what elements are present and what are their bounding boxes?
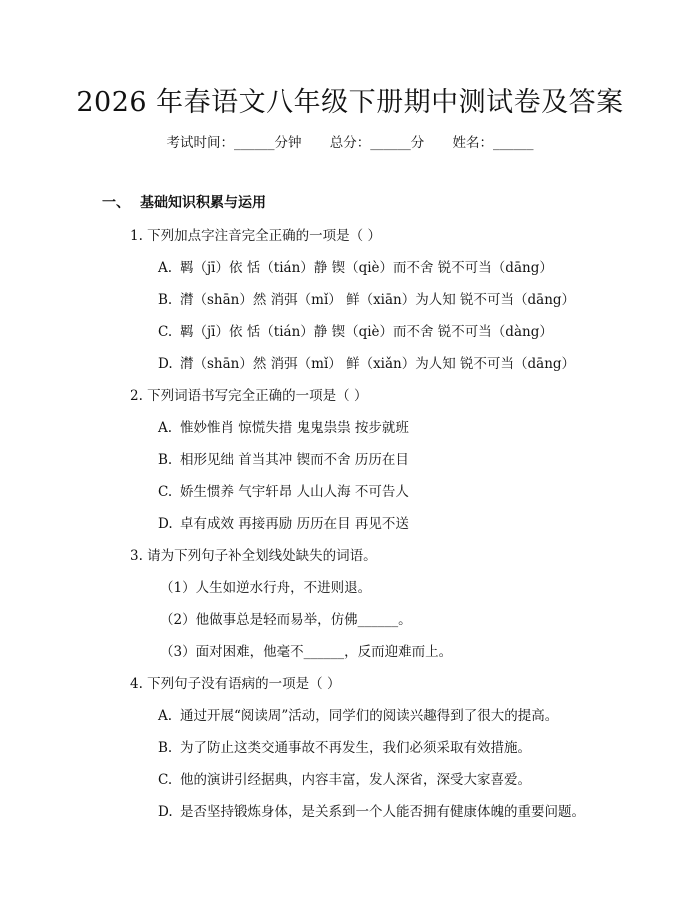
option-text: 羁（jī）依 恬（tián）静 锲（qiè）而不舍 锐不可当（dāng） — [180, 260, 553, 276]
question-3-item-1: （1）人生如逆水行舟，不进则退。 — [160, 580, 372, 596]
option-text: 潸（shān）然 消弭（mǐ） 鲜（xiǎn）为人知 锐不可当（dāng） — [180, 356, 576, 372]
option-text: 相形见绌 首当其冲 锲而不舍 历历在目 — [180, 452, 409, 468]
option-label: B. — [158, 292, 173, 308]
section-number: 一、 — [102, 195, 130, 211]
option-label: A. — [158, 260, 173, 276]
option-text: 卓有成效 再接再励 历历在目 再见不送 — [180, 516, 409, 532]
option-label: B. — [158, 452, 173, 468]
option-text: 潸（shān）然 消弭（mǐ） 鲜（xiān）为人知 锐不可当（dāng） — [180, 292, 576, 308]
question-1-option-d — [158, 352, 575, 372]
question-2-stem: 2. 下列词语书写完全正确的一项是（ ） — [130, 388, 368, 404]
option-text: 惟妙惟肖 惊慌失措 鬼鬼祟祟 按步就班 — [180, 420, 409, 436]
section-heading — [102, 192, 266, 212]
exam-info-line — [0, 131, 700, 151]
question-4-option-d — [158, 800, 585, 820]
section-title: 基础知识积累与运用 — [140, 195, 266, 211]
option-label: C. — [158, 772, 173, 788]
option-label: D. — [158, 804, 173, 820]
option-label: A. — [158, 708, 173, 724]
question-1-stem: 1. 下列加点字注音完全正确的一项是（ ） — [130, 228, 381, 244]
question-3-stem: 3. 请为下列句子补全划线处缺失的词语。 — [130, 548, 377, 564]
question-3-item-2: （2）他做事总是轻而易举，仿佛______。 — [160, 612, 412, 628]
option-text: 是否坚持锻炼身体，是关系到一个人能否拥有健康体魄的重要问题。 — [180, 804, 585, 820]
option-text: 羁（jī）依 恬（tián）静 锲（qiè）而不舍 锐不可当（dàng） — [180, 324, 553, 340]
name-field: 姓名：______ — [452, 135, 534, 151]
exam-time-field: 考试时间：______分钟 — [166, 135, 302, 151]
option-label: A. — [158, 420, 173, 436]
page-title: 2026 年春语文八年级下册期中测试卷及答案 — [76, 87, 624, 118]
question-4-option-b — [158, 736, 531, 756]
question-2-option-a — [158, 416, 409, 436]
option-text: 通过开展“阅读周”活动，同学们的阅读兴趣得到了很大的提高。 — [180, 708, 559, 724]
option-label: C. — [158, 324, 173, 340]
question-4-option-a — [158, 704, 558, 724]
question-1-option-b — [158, 288, 575, 308]
question-1-option-c — [158, 320, 553, 340]
option-label: B. — [158, 740, 173, 756]
total-score-field: 总分：______分 — [329, 135, 425, 151]
option-text: 为了防止这类交通事故不再发生，我们必须采取有效措施。 — [180, 740, 531, 756]
option-label: C. — [158, 484, 173, 500]
question-4-stem: 4. 下列句子没有语病的一项是（ ） — [130, 676, 341, 692]
option-label: D. — [158, 356, 173, 372]
question-3-item-3: （3）面对困难，他毫不______，反而迎难而上。 — [160, 644, 453, 660]
question-2-option-c — [158, 480, 409, 500]
question-2-option-b — [158, 448, 409, 468]
question-4-option-c — [158, 768, 531, 788]
question-2-option-d — [158, 512, 409, 532]
option-label: D. — [158, 516, 173, 532]
option-text: 他的演讲引经据典，内容丰富，发人深省，深受大家喜爱。 — [180, 772, 531, 788]
question-1-option-a — [158, 256, 553, 276]
option-text: 娇生惯养 气宇轩昂 人山人海 不可告人 — [180, 484, 409, 500]
